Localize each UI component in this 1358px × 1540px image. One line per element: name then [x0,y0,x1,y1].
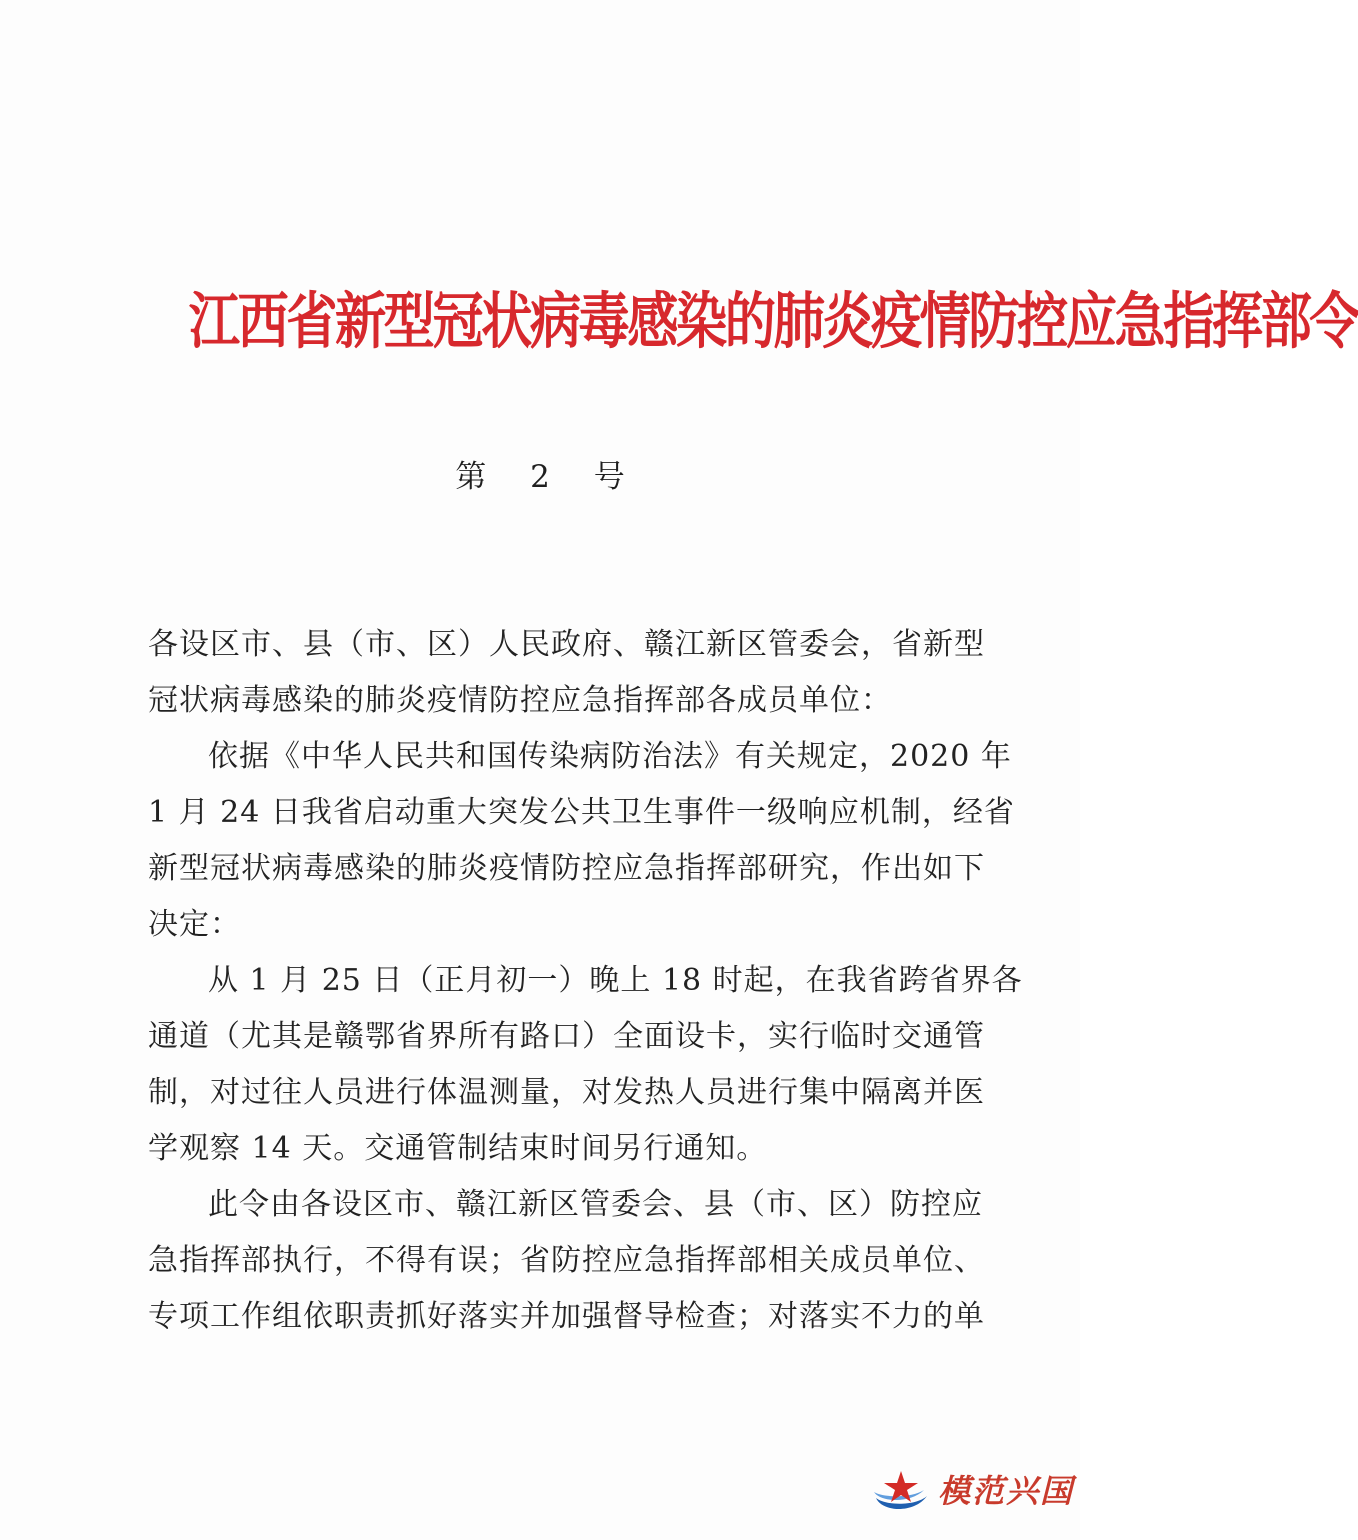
body-line-basis-1: 依据《中华人民共和国传染病防治法》有关规定，2020 年 [208,739,1012,774]
body-line-order-1: 此令由各设区市、赣江新区管委会、县（市、区）防控应 [208,1187,983,1222]
body-line-addressee-1: 各设区市、县（市、区）人民政府、赣江新区管委会，省新型 [148,627,985,662]
body-line-order-3: 专项工作组依职责抓好落实并加强督导检查；对落实不力的单 [148,1299,985,1334]
body-line-basis-3: 新型冠状病毒感染的肺炎疫情防控应急指挥部研究，作出如下 [148,851,985,886]
document-number-value: 2 [530,459,550,495]
body-line-decision-4: 学观察 14 天。交通管制结束时间另行通知。 [148,1131,768,1166]
document-title: 江西省新型冠状病毒感染的肺炎疫情防控应急指挥部令 [188,286,1358,357]
document-number [0,452,1080,502]
document-number-suffix: 号 [593,459,625,495]
body-line-decision-3: 制，对过往人员进行体温测量，对发热人员进行集中隔离并医 [148,1075,985,1110]
body-line-decision-2: 通道（尤其是赣鄂省界所有路口）全面设卡，实行临时交通管 [148,1019,985,1054]
body-line-order-2: 急指挥部执行，不得有误；省防控应急指挥部相关成员单位、 [148,1243,985,1278]
watermark-text: 模范兴国 [938,1472,1075,1510]
body-line-addressee-2: 冠状病毒感染的肺炎疫情防控应急指挥部各成员单位： [148,683,892,718]
star-swoosh-logo-icon [872,1468,930,1514]
watermark [872,1462,1075,1520]
document-body [148,617,1023,1345]
body-line-decision-1: 从 1 月 25 日（正月初一）晚上 18 时起，在我省跨省界各 [208,963,1023,998]
body-line-basis-2: 1 月 24 日我省启动重大突发公共卫生事件一级响应机制，经省 [148,795,1015,830]
body-line-basis-4: 决定： [148,907,241,942]
document-number-prefix: 第 [455,459,487,495]
